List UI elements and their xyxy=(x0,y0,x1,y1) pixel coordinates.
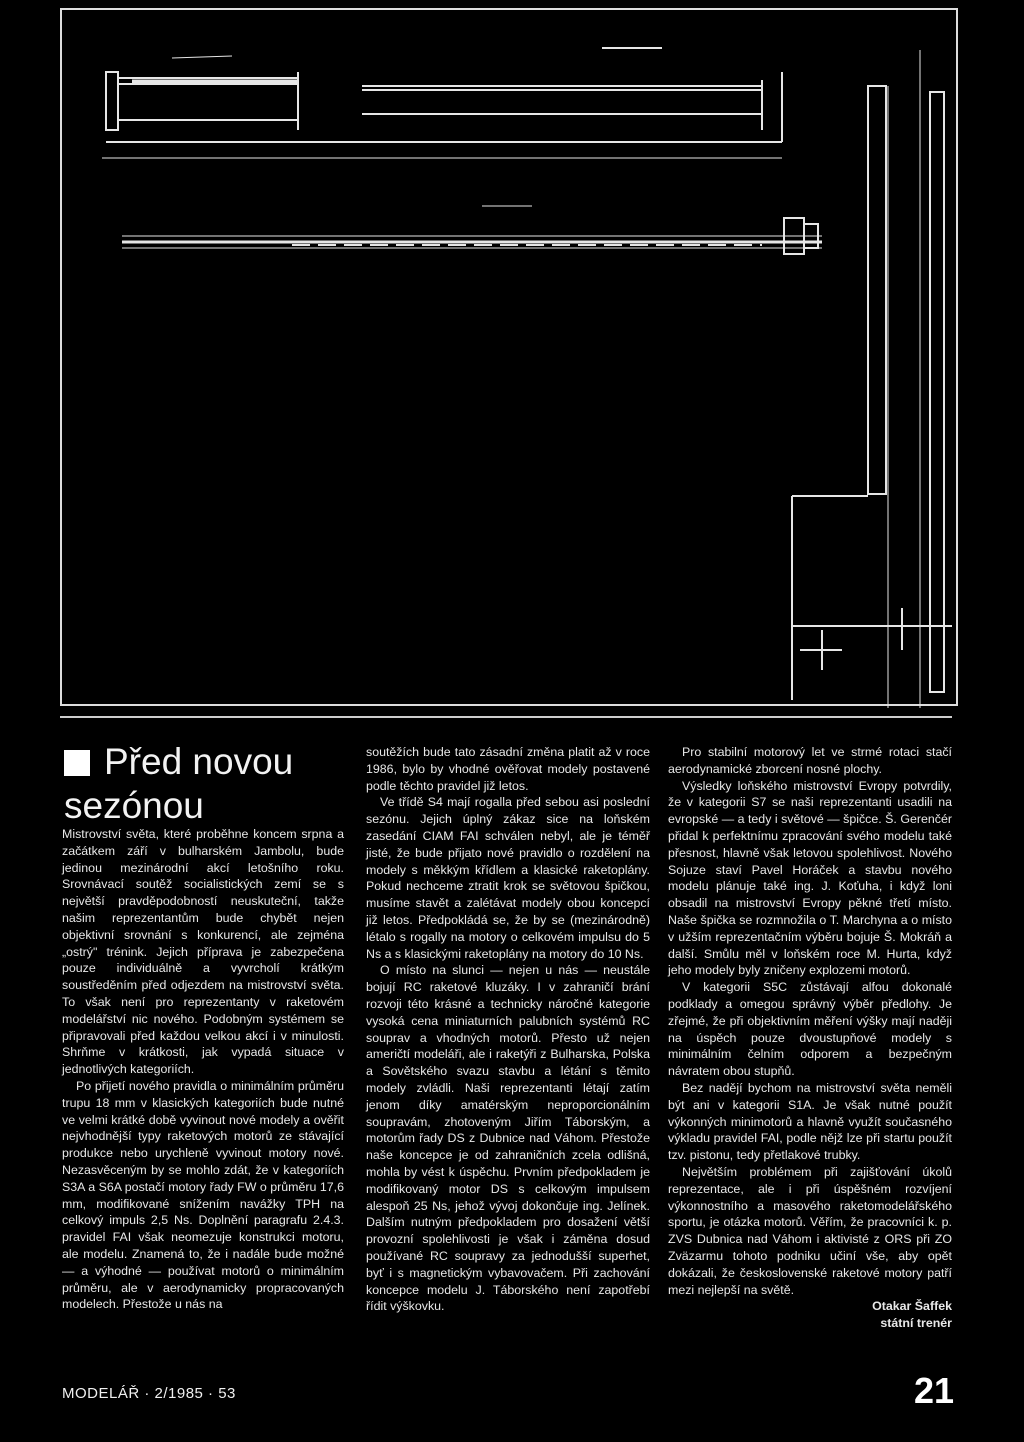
paragraph: O místo na slunci — nejen u nás — neustále bojují RC raketové kluzáky. I v zahraničí brání rozvoji této krásné a technicky náročné kategorie vysoká cena miniaturních palubních systémů RC souprav a vhodných motorů. Přesto už nejen američtí modeláři, ale i raketýři z Bulharska, Polska a Sovětského svazu stavbu a létání s těmito modely zvládli. Naši reprezentanti létají zatím jenom díky amatérským neproporcionálním soupravám, zhotoveným Jiřím Táborským, a motorům řady DS z Dubnice nad Váhom. Přestože naše koncepce je od zahraničních zcela odlišná, mohla by vést k úspěchu. Prvním předpokladem je modifikovaný motor DS s celkovým impulsem alespoň 25 Ns, jehož vývoj dokončuje ing. Jelínek. Dalším nutným předpokladem pro dosažení větší provozní spolehlivosti je však i záměna dosud používané RC soupravy za jednodušší superhet, byť i s magnetickým vybavovačem. Při zachování koncepce modelu J. Táborského není zapotřebí řídit výškovku. xyxy=(366,963,650,1314)
section-divider xyxy=(60,716,952,718)
paragraph: Ve třídě S4 mají rogalla před sebou asi poslední sezónu. Jejich úplný zákaz sice na loňském zasedání CIAM FAI schválen nebyl, ale je téměř jisté, že bude přijato nové pravidlo o rozdělení na modely s měkkým křídlem a klasické raketoplány. Pokud nechceme ztratit krok se světovou špičkou, musíme stavět a zalétávat modely obou koncepcí již letos. Předpokládá se, že by se (mezinárodně) létalo s rogally na motory o celkovém impulsu do 5 Ns a s klasickými raketoplány na motory do 10 Ns. xyxy=(366,795,650,961)
page-number: 21 xyxy=(913,1370,954,1411)
article-title xyxy=(64,740,344,828)
rocket-glider-drawing xyxy=(62,10,960,708)
article-title-text: Před novou sezónou xyxy=(64,741,294,826)
technical-drawing-photo xyxy=(60,8,958,706)
paragraph: Pro stabilní motorový let ve strmé rotaci stačí aerodynamické zborcení nosné plochy. xyxy=(668,745,952,776)
author-role: státní trenér xyxy=(880,1316,952,1331)
paragraph: Po přijetí nového pravidla o minimálním průměru trupu 18 mm v klasických kategoriích bude nutné ve velmi krátké době vyvinout nové modely a ověřit nejvhodnější typy raketových motorů ze stávající produkce nebo urychleně vyvinout motory nové. Nezasvěceným by se mohlo zdát, že v kategoriích S3A a S6A postačí motory řady FW o průměru 17,6 mm, modifikované snížením navážky TPH na celkový impuls 2,5 Ns. Doplnění paragrafu 2.4.3. pravidel FAI však neomezuje konstrukci motoru, ale modelu. Znamená to, že i nadále bude možné — a výhodné — používat motorů o minimálním průměru, ale v aerodynamicky propracovaných modelech. Přestože u nás na xyxy=(62,1078,344,1312)
author-name: Otakar Šaffek xyxy=(872,1299,952,1314)
magazine-footer: MODELÁŘ · 2/1985 · 53 xyxy=(62,1385,236,1402)
paragraph: soutěžích bude tato zásadní změna platit až v roce 1986, bylo by vhodné ověřovat modely postavené podle těchto pravidel již letos. xyxy=(366,745,650,793)
paragraph: Bez nadějí bychom na mistrovství světa neměli být ani v kategorii S1A. Je však nutné použít výkonných minimotorů a hlavně využít současného výkladu pravidel FAI, podle nějž lze při startu použít tzv. pistonu, tedy přetlakové trubky. xyxy=(668,1080,952,1163)
article-column-1 xyxy=(62,826,344,1313)
paragraph: V kategorii S5C zůstávají alfou dokonalé podklady a omegou správný výběr předlohy. Je zřejmé, že při objektivním měření výšky mají naději na úspěch pouze dvoustupňové modely s minimálním čelním odporem a bezpečným návratem obou stupňů. xyxy=(668,980,952,1079)
paragraph: Výsledky loňského mistrovství Evropy potvrdily, že v kategorii S7 se naši reprezentanti usadili na evropské — a tedy i světové — špičce. Š. Gerenčér přidal k perfektnímu zpracování svého modelu také přesnost, hlavně však letovou spolehlivost. Nového Sojuze staví Pavel Horáček a stavbu nového modelu plánuje také ing. J. Koťuha, i když loni obsadil na mistrovství Evropy pěkné třetí místo. Naše špička se rozmnožila o T. Marchyna a o místo v užším reprezentačním výběru bojuje Š. Mokráň a další. Smůlu měl v loňském roce M. Hurta, když jeho modely byly zničeny explozemi motorů. xyxy=(668,778,952,978)
paragraph: Největším problémem při zajišťování úkolů reprezentace, ale i při úspěšném rozvíjení výkonnostního a masového raketomodelářského sportu, je otázka motorů. Věřím, že pracovníci k. p. ZVS Dubnica nad Váhom i aktivisté z ORS při ZO Zväzarmu tohoto podniku učiní vše, aby opět dokázali, že československé raketové motory patří mezi nejlepší na světě. xyxy=(668,1164,952,1297)
article-column-2 xyxy=(366,744,650,1315)
bullet-square-icon xyxy=(64,750,90,776)
article-column-3 xyxy=(668,744,952,1332)
paragraph: Mistrovství světa, které proběhne koncem srpna a začátkem září v bulharském Jambolu, bude jedinou mezinárodní akcí letošního roku. Srovnávací soutěž socialistických zemí se s největší pravděpodobností neuskuteční, takže našim reprezentantům bude chybět nejen objektivní srovnání s konkurencí, ale zejména „ostrý" trénink. Jejich příprava je zabezpečena pouze individuálně a vyvrcholí krátkým soustředěním před odjezdem na mistrovství světa. To však není pro reprezentanty v raketovém modelářství nic nového. Podobným systémem se připravovali před každou velkou akcí i v minulosti. Shrňme v krátkosti, jak vypadá situace v jednotlivých kategoriích. xyxy=(62,827,344,1077)
